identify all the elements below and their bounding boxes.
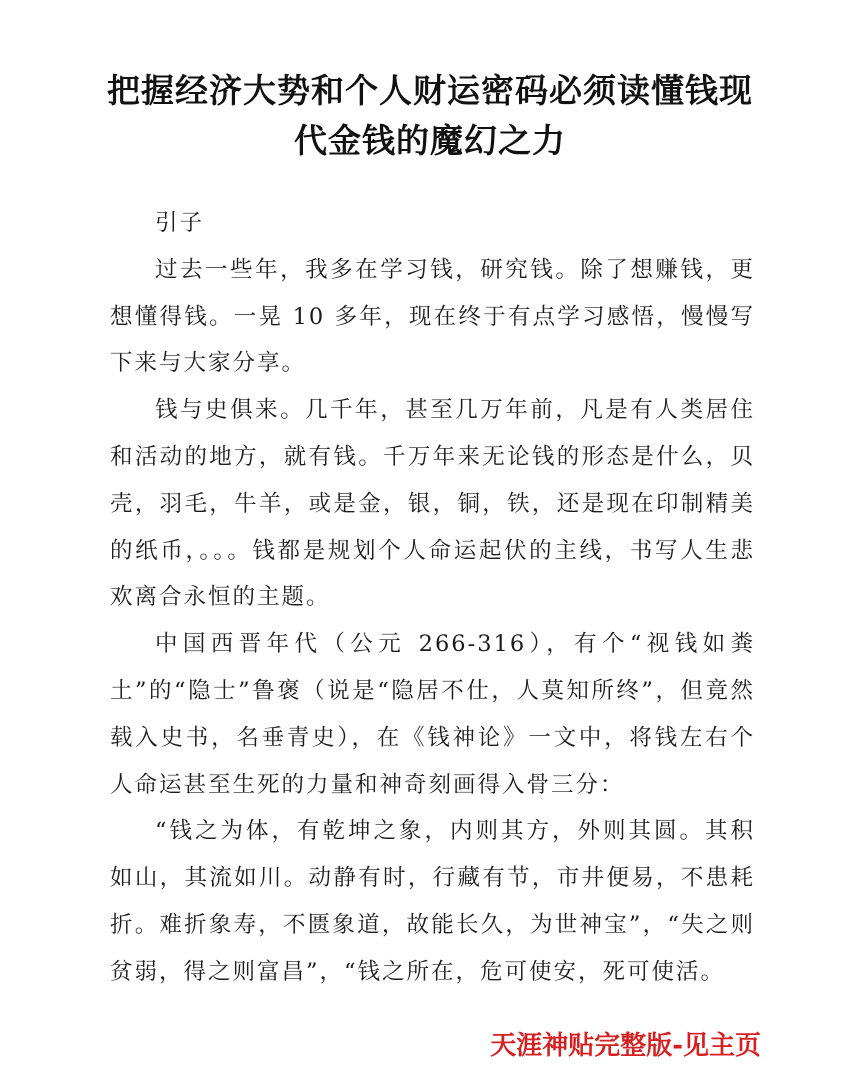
paragraph-lu-bao: 中国西晋年代（公元 266-316），有个“视钱如粪土”的“隐士”鲁褒（说是“隐居不仕，人莫知所终”，但竟然载入史书，名垂青史），在《钱神论》一文中，将钱左右个人命运甚至生死的力量和神奇刻画得入骨三分： bbox=[110, 631, 755, 798]
title-line-1: 把握经济大势和个人财运密码必须读懂钱现 bbox=[107, 71, 753, 110]
document-body bbox=[110, 200, 755, 996]
watermark-text: 天涯神贴完整版-见主页 bbox=[490, 1031, 761, 1061]
paragraph-money-history: 钱与史俱来。几千年，甚至几万年前，凡是有人类居住和活动的地方，就有钱。千万年来无论钱的形态是什么，贝壳，羽毛，牛羊，或是金，银，铜，铁，还是现在印制精美的纸币，。。。钱都是规划个人命运起伏的主线，书写人生悲欢离合永恒的主题。 bbox=[110, 397, 755, 611]
title-line-2: 代金钱的魔幻之力 bbox=[294, 121, 566, 160]
document-title bbox=[80, 66, 780, 166]
paragraph-intro: 过去一些年，我多在学习钱，研究钱。除了想赚钱，更想懂得钱。一晃 10 多年，现在终于有点学习感悟，慢慢写下来与大家分享。 bbox=[110, 256, 755, 377]
paragraph-quote: “钱之为体，有乾坤之象，内则其方，外则其圆。其积如山，其流如川。动静有时，行藏有节，市井便易，不患耗折。难折象寿，不匮象道，故能长久，为世神宝”，“失之则贫弱，得之则富昌”，“钱之所在，危可使安，死可使活。 bbox=[110, 818, 755, 985]
section-heading: 引子 bbox=[155, 210, 205, 236]
